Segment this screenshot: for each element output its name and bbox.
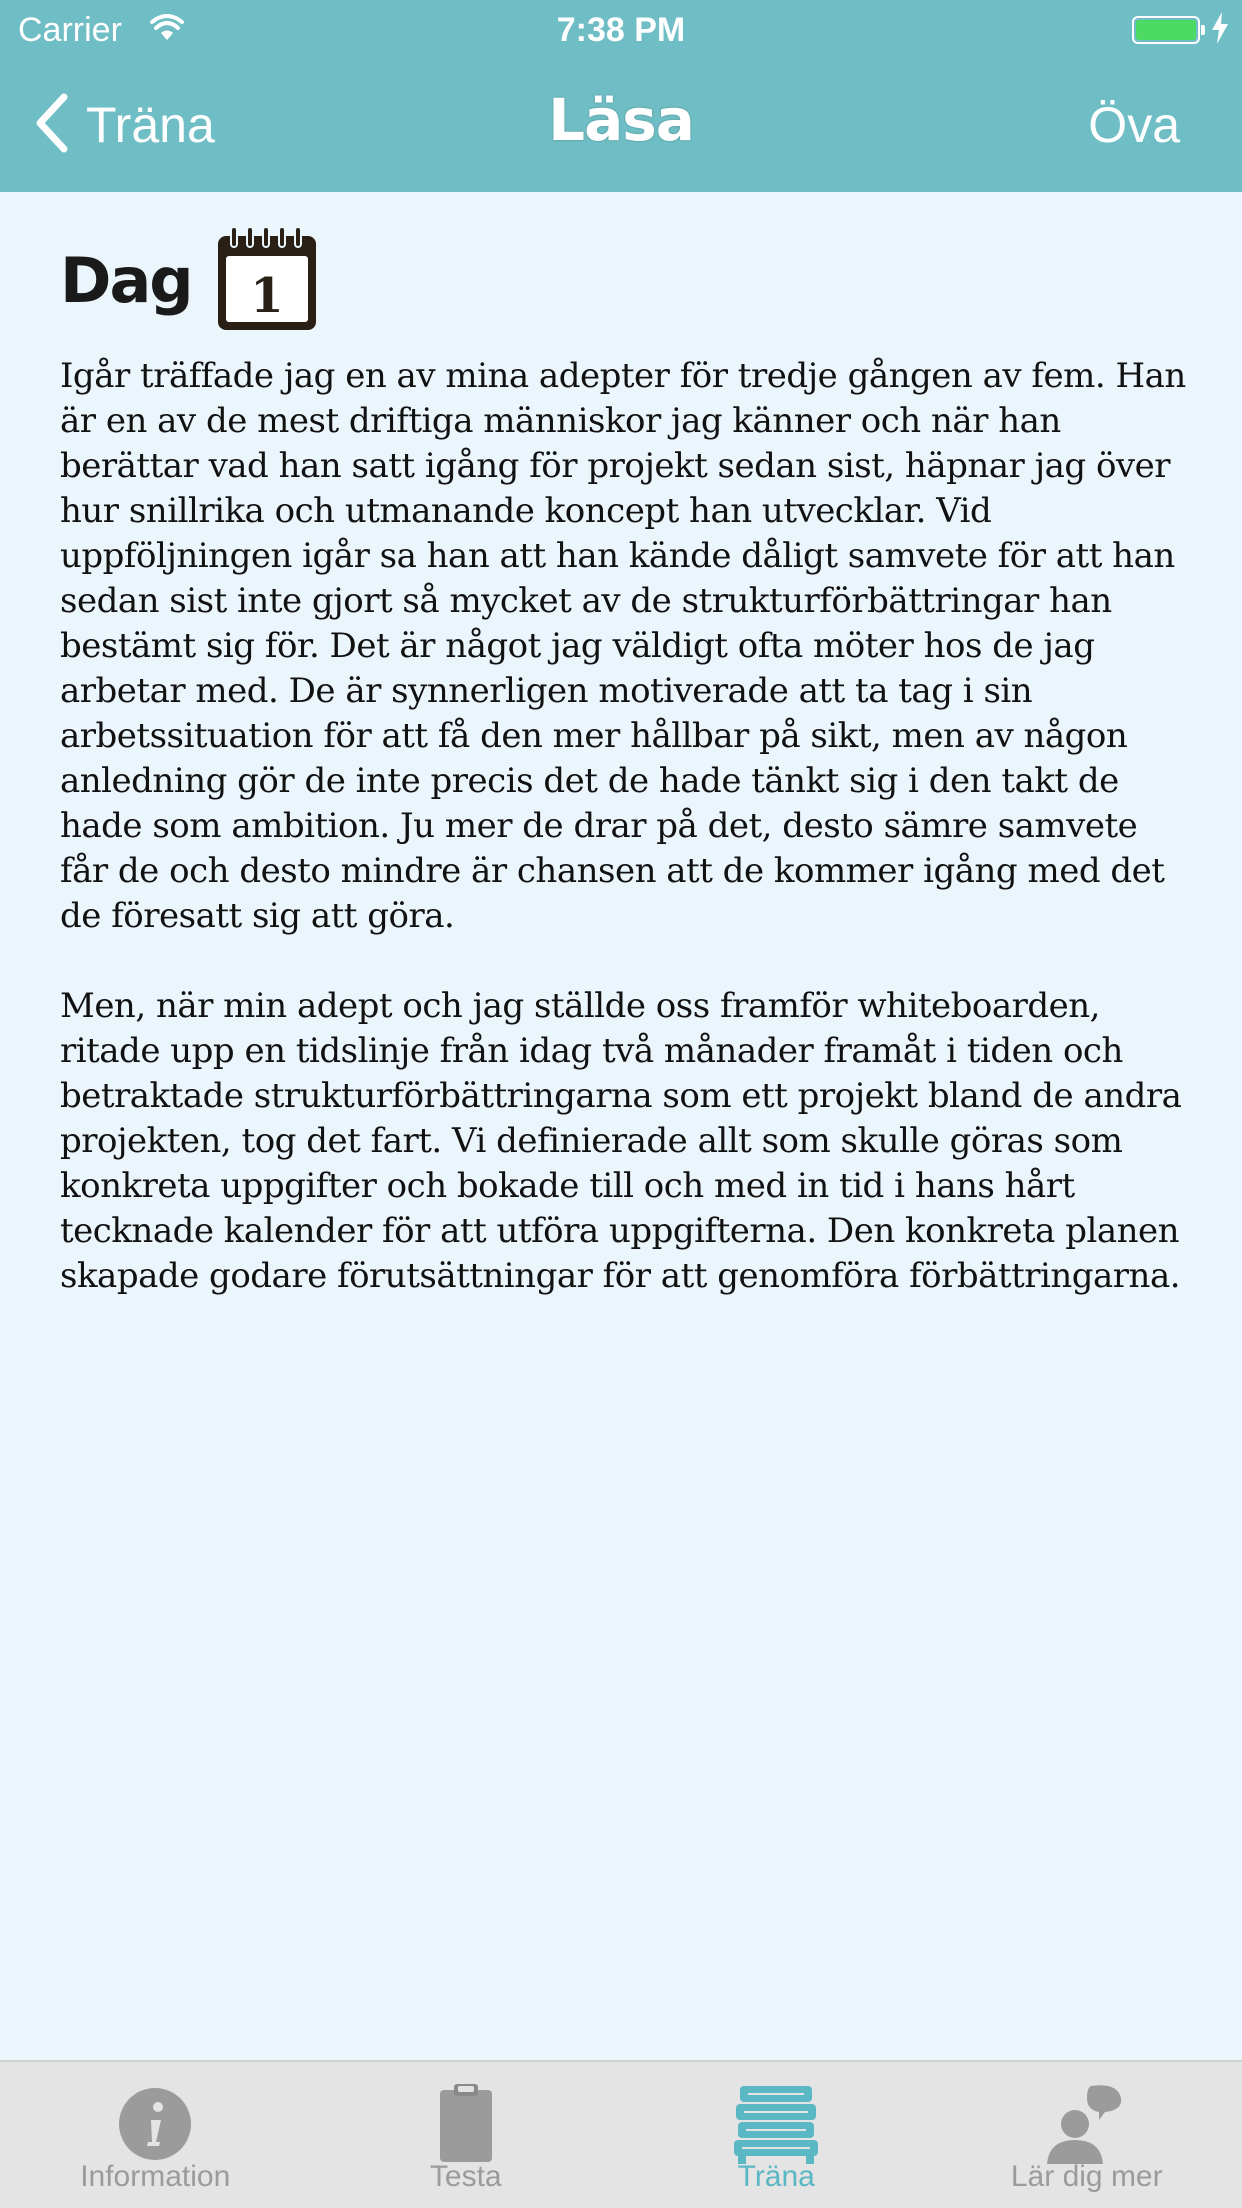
tab-label: Träna (737, 2160, 815, 2193)
navigation-bar (0, 60, 1242, 192)
tab-label: Testa (429, 2160, 502, 2193)
tab-information[interactable] (0, 2062, 311, 2208)
article-paragraph-1: Igår träffade jag en av mina adepter för tredje gången av fem. Han är en av de mest driftiga människor jag känner och när han berättar vad han satt igång för projekt sedan sist, häpnar jag över hur snillrika och utmanande koncept han utvecklar. Vid uppföljningen igår sa han att han kände dåligt samvete för att han sedan sist inte gjort så mycket av de strukturförbättringar han bestämt sig för. Det är något jag väldigt ofta möter hos de jag arbetar med. De är synnerligen motiverade att ta tag i sin arbetssituation för att få den mer hållbar på sikt, men av någon anledning gör de inte precis det de hade tänkt sig i den takt de hade som ambition. Ju mer de drar på det, desto sämre samvete får de och desto mindre är chansen att de kommer igång med det de föresatt sig att göra. (60, 356, 1186, 936)
top-bar (0, 0, 1242, 192)
calendar-day-number: 1 (249, 268, 284, 324)
day-label: Dag (60, 244, 192, 317)
tab-trana[interactable] (621, 2062, 932, 2208)
calendar-icon (214, 222, 320, 334)
person-chat-icon (1039, 2080, 1135, 2168)
tab-testa[interactable] (311, 2062, 622, 2208)
clipboard-icon (418, 2080, 514, 2168)
article-text (60, 354, 1190, 1299)
tab-lar-dig-mer[interactable] (932, 2062, 1242, 2208)
tab-label: Information (80, 2160, 231, 2193)
status-time: 7:38 PM (556, 11, 686, 49)
day-header (60, 222, 1190, 334)
battery-icon (1132, 16, 1200, 44)
ova-button[interactable]: Öva (1088, 97, 1180, 153)
tab-bar (0, 2060, 1242, 2208)
back-button-label: Träna (86, 97, 215, 153)
info-icon (107, 2080, 203, 2168)
reading-content (60, 222, 1190, 1299)
tab-label: Lär dig mer (1010, 2160, 1163, 2193)
charging-bolt-icon (1210, 12, 1230, 53)
books-stack-icon (728, 2080, 824, 2168)
carrier-label: Carrier (18, 11, 122, 49)
battery-nub (1201, 25, 1205, 35)
status-bar (0, 0, 1242, 60)
page-title: Läsa (548, 86, 694, 154)
article-paragraph-2: Men, när min adept och jag ställde oss framför whiteboarden, ritade upp en tidslinje från idag två månader framåt i tiden och betraktade strukturförbättringarna som ett projekt bland de andra projekten, tog det fart. Vi definierade allt som skulle göras som konkreta uppgifter och bokade till och med in tid i hans hårt tecknade kalender för att utföra uppgifterna. Den konkreta planen skapade godare förutsättningar för att genomföra förbättringarna. (60, 986, 1182, 1296)
